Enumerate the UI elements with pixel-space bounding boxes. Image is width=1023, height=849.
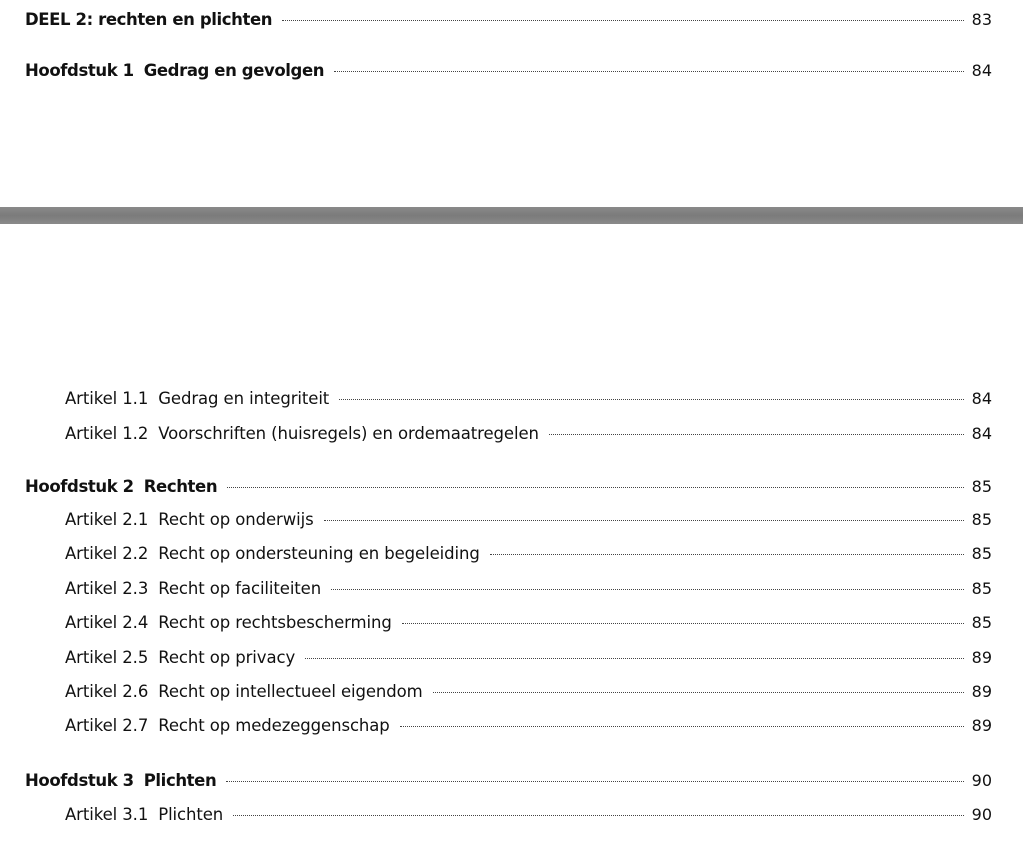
toc-page-number: 85 <box>971 613 992 632</box>
toc-page-number: 85 <box>971 510 992 529</box>
toc-page-number: 85 <box>971 544 992 563</box>
toc-entry-artikel-2-7[interactable] <box>65 714 992 738</box>
toc-entry-number: Artikel 2.1 <box>65 510 149 529</box>
toc-entry-artikel-2-1[interactable] <box>65 508 992 532</box>
toc-entry-label: Recht op ondersteuning en begeleiding <box>158 544 480 563</box>
toc-entry-title <box>65 422 539 446</box>
toc-entry-title <box>65 577 321 601</box>
toc-entry-number: Artikel 3.1 <box>65 805 149 824</box>
toc-entry-artikel-2-2[interactable] <box>65 542 992 566</box>
toc-entry-title <box>65 714 390 738</box>
toc-entry-title <box>65 387 329 411</box>
toc-entry-number: Artikel 2.7 <box>65 716 149 735</box>
toc-entry-number: Artikel 2.2 <box>65 544 149 563</box>
toc-leader-dots <box>334 70 964 72</box>
toc-entry-number: Artikel 1.2 <box>65 424 149 443</box>
toc-leader-dots <box>339 398 963 400</box>
toc-entry-deel-2[interactable] <box>25 8 992 32</box>
toc-leader-dots <box>324 519 964 521</box>
toc-page-number: 83 <box>971 10 992 29</box>
toc-entry-number: Artikel 2.3 <box>65 579 149 598</box>
toc-entry-title: DEEL 2: rechten en plichten <box>25 10 273 29</box>
toc-entry-label: Gedrag en integriteit <box>158 389 330 408</box>
toc-leader-dots <box>305 657 964 659</box>
toc-entry-title <box>65 611 392 635</box>
toc-entry-artikel-2-5[interactable] <box>65 646 992 670</box>
toc-entry-hoofdstuk-3[interactable] <box>25 769 992 793</box>
toc-entry-title <box>65 508 314 532</box>
toc-page-number: 84 <box>971 389 992 408</box>
toc-entry-label: Recht op privacy <box>158 648 296 667</box>
toc-entry-label: Gedrag en gevolgen <box>143 61 325 80</box>
toc-entry-label: Plichten <box>158 805 224 824</box>
toc-entry-number: Hoofdstuk 2 <box>25 477 134 496</box>
toc-page-number: 85 <box>971 477 992 496</box>
toc-entry-number: Artikel 2.5 <box>65 648 149 667</box>
toc-page-number: 90 <box>971 805 992 824</box>
toc-entry-title <box>65 542 480 566</box>
toc-entry-title <box>65 803 223 827</box>
toc-entry-artikel-2-6[interactable] <box>65 680 992 704</box>
toc-leader-dots <box>331 588 964 590</box>
toc-entry-title <box>25 59 324 83</box>
document-page-top <box>0 0 1023 207</box>
toc-page-number: 84 <box>971 424 992 443</box>
toc-entry-number: Hoofdstuk 3 <box>25 771 134 790</box>
toc-entry-title <box>65 646 295 670</box>
toc-leader-dots <box>282 19 964 21</box>
toc-leader-dots <box>402 622 964 624</box>
toc-entry-number: Artikel 2.4 <box>65 613 149 632</box>
toc-entry-artikel-2-3[interactable] <box>65 577 992 601</box>
toc-entry-label: Recht op rechtsbescherming <box>158 613 392 632</box>
toc-entry-label: Rechten <box>143 477 218 496</box>
toc-entry-label: Recht op intellectueel eigendom <box>158 682 423 701</box>
toc-entry-artikel-1-2[interactable] <box>65 422 992 446</box>
toc-leader-dots <box>549 433 964 435</box>
toc-leader-dots <box>227 486 963 488</box>
toc-leader-dots <box>226 780 963 782</box>
toc-leader-dots <box>490 553 964 555</box>
toc-page-number: 89 <box>971 716 992 735</box>
toc-entry-title <box>25 475 217 499</box>
document-page-bottom <box>0 224 1023 849</box>
toc-leader-dots <box>400 725 964 727</box>
toc-entry-hoofdstuk-2[interactable] <box>25 475 992 499</box>
toc-leader-dots <box>233 814 963 816</box>
toc-entry-label: Recht op onderwijs <box>158 510 314 529</box>
toc-entry-artikel-2-4[interactable] <box>65 611 992 635</box>
toc-entry-number: Artikel 1.1 <box>65 389 149 408</box>
toc-page-number: 89 <box>971 682 992 701</box>
toc-entry-hoofdstuk-1[interactable] <box>25 59 992 83</box>
toc-entry-label: Recht op medezeggenschap <box>158 716 390 735</box>
toc-page-number: 84 <box>971 61 992 80</box>
toc-leader-dots <box>433 691 964 693</box>
toc-page-number: 89 <box>971 648 992 667</box>
toc-entry-label: Recht op faciliteiten <box>158 579 322 598</box>
toc-entry-label: Plichten <box>143 771 217 790</box>
toc-entry-label: Voorschriften (huisregels) en ordemaatregelen <box>158 424 539 443</box>
toc-page-number: 85 <box>971 579 992 598</box>
toc-entry-artikel-3-1[interactable] <box>65 803 992 827</box>
toc-entry-number: Artikel 2.6 <box>65 682 149 701</box>
toc-entry-artikel-1-1[interactable] <box>65 387 992 411</box>
toc-entry-number: Hoofdstuk 1 <box>25 61 134 80</box>
toc-page-number: 90 <box>971 771 992 790</box>
toc-entry-title <box>25 769 216 793</box>
toc-entry-title <box>65 680 423 704</box>
page-separator <box>0 207 1023 224</box>
